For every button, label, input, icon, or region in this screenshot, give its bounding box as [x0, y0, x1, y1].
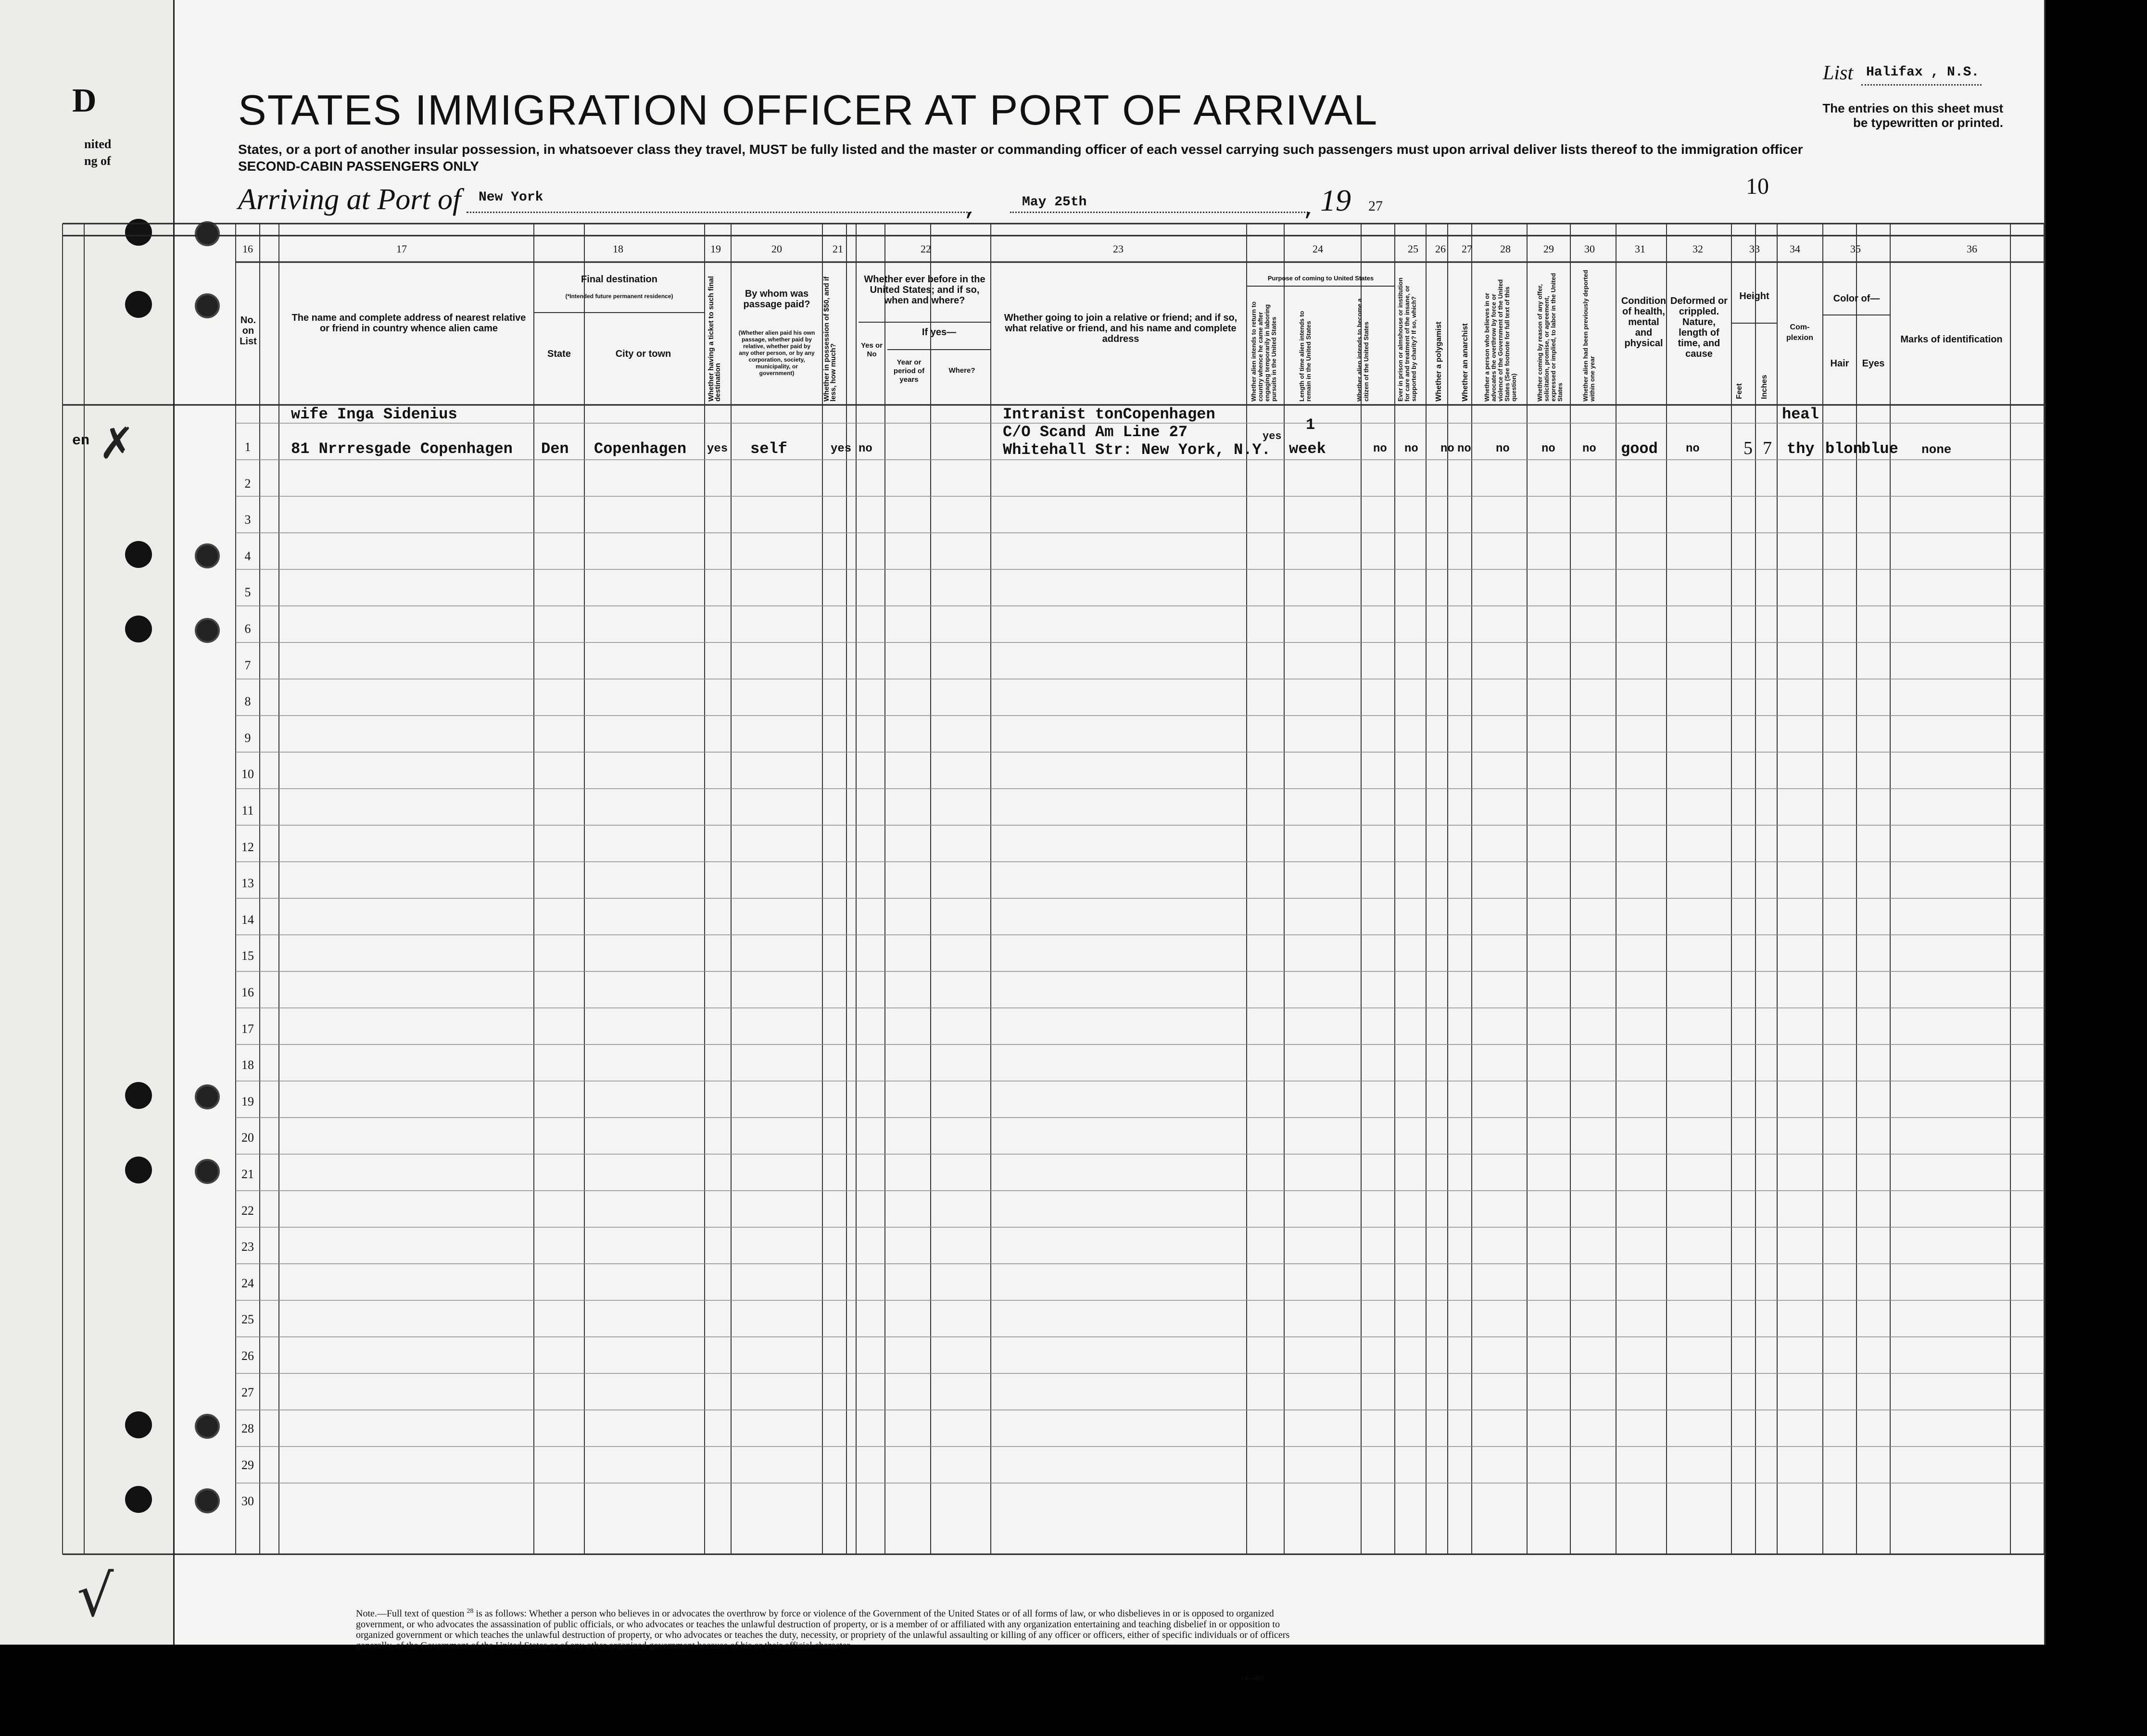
- year-suffix: 27: [1368, 198, 1383, 214]
- hdr-year-period: Year or period of years: [893, 358, 925, 384]
- instruction-class: SECOND-CABIN PASSENGERS ONLY: [238, 159, 479, 174]
- hdr-city: City or town: [615, 349, 671, 359]
- hdr-no-on-list: No. on List: [240, 315, 257, 347]
- col-number: 17: [396, 243, 407, 255]
- row-number: 8: [244, 694, 251, 709]
- hdr-purpose: Purpose of coming to United States: [1267, 275, 1374, 282]
- hdr-ticket: Whether having a ticket to such final destination: [707, 276, 722, 402]
- left-fragment-letter: D: [72, 82, 97, 119]
- hdr-prison: Ever in prison or almshouse or institution for care and treatment of the insane, or supported by charity? If so, which?: [1397, 277, 1417, 402]
- col-number: 28: [1500, 243, 1511, 255]
- list-label: List: [1823, 62, 1854, 84]
- entry-relative-line1: wife Inga Sidenius: [291, 405, 457, 423]
- col-number: 19: [710, 243, 721, 255]
- arriving-label: Arriving at Port of: [238, 183, 461, 216]
- entry-deported: no: [1582, 442, 1596, 455]
- col-number: 25: [1408, 243, 1418, 255]
- row-number: 4: [244, 549, 251, 563]
- hdr-by-whom: By whom was passage paid?: [743, 289, 810, 310]
- row-number: 24: [241, 1276, 254, 1290]
- year-prefix: 19: [1320, 183, 1351, 217]
- col-number: 24: [1313, 243, 1323, 255]
- row-number: 7: [244, 658, 251, 672]
- row-number: 30: [241, 1494, 254, 1509]
- sheet-number: 10: [1746, 174, 1769, 199]
- entry-feet: 5: [1743, 438, 1753, 458]
- col-number: 35: [1850, 243, 1861, 255]
- hdr-where: Where?: [948, 366, 975, 375]
- col-number: 36: [1967, 243, 1977, 255]
- entries-note-2: be typewritten or printed.: [1853, 115, 2003, 130]
- row-number: 9: [244, 730, 251, 745]
- row-number: 13: [241, 876, 254, 891]
- entry-joining-line3: Whitehall Str: New York, N.Y.: [1003, 441, 1271, 459]
- entry-inches: 7: [1763, 438, 1772, 458]
- row-number: 14: [241, 912, 254, 927]
- col-number: 22: [921, 243, 931, 255]
- entry-purpose-a: yes: [1263, 430, 1282, 442]
- row-number: 12: [241, 840, 254, 854]
- entry-length-unit: week: [1289, 440, 1326, 458]
- col-number: 34: [1790, 243, 1800, 255]
- col-number: 30: [1584, 243, 1595, 255]
- footnote-label: Note.—Full text of question: [356, 1608, 465, 1619]
- hdr-polygamist: Whether a polygamist: [1435, 321, 1443, 402]
- row-number: 6: [244, 622, 251, 636]
- hdr-deported: Whether alien had been previously deported within one year: [1582, 270, 1596, 402]
- entry-complexion-2: thy: [1787, 440, 1815, 458]
- entry-offer: no: [1541, 442, 1555, 455]
- entry-eyes: blue: [1861, 440, 1898, 458]
- hdr-relative: The name and complete address of nearest relative or friend in country whence alien came: [291, 313, 526, 334]
- row-number: 20: [241, 1131, 254, 1145]
- col-number: 31: [1635, 243, 1645, 255]
- entry-joining-line2: C/O Scand Am Line 27: [1003, 423, 1188, 441]
- entry-polygamist: no: [1440, 442, 1454, 455]
- hdr-inches: Inches: [1760, 375, 1768, 399]
- date-value: May 25th: [1022, 195, 1087, 210]
- row-number: 1: [244, 440, 251, 454]
- hdr-purpose-b: Length of time alien intends to remain in the United States: [1298, 311, 1312, 402]
- row-number: 5: [244, 585, 251, 600]
- hdr-money: Whether in possession of $50, and if less, how much?: [822, 276, 837, 402]
- footnote-text: is as follows: Whether a person who believes in or advocates the overthrow by force or violence of the Government of the United States or of all forms of law, or who disbelieves in or is opposed to organized government, or who advocates the assassination of public officials, or who advocates or teaches the unlawful destruction of property, or is a member of or affiliated with any organization entertaining and teaching disbelief in or opposition to organized government or which teaches the unlawful destruction of property, or who advocates or teaches the duty, necessity, or propriety of the unlawful assaulting or killing of any officer or officers, either of specific individuals or of officers generally, of the Government of the United States or of any other organized government because of his or their official character.: [356, 1608, 1290, 1651]
- hdr-offer: Whether coming by reason of any offer, solicitation, promise, or agreement, expressed or implied, to labor in the United States: [1536, 273, 1564, 402]
- col-number: 32: [1692, 243, 1703, 255]
- hdr-final-destination: Final destination: [581, 274, 657, 285]
- entry-citizen: no: [1373, 442, 1387, 455]
- entry-condition: good: [1621, 440, 1658, 458]
- comma-separator: ,: [964, 200, 976, 221]
- col-number: 21: [833, 243, 843, 255]
- port-value: New York: [479, 190, 543, 205]
- entry-joining-line1: Intranist tonCopenhagen: [1003, 405, 1215, 423]
- entry-state: Den: [541, 440, 569, 458]
- col-number: 16: [242, 243, 253, 255]
- left-fragment-row-text: en: [72, 433, 90, 449]
- hdr-anarchist: Whether an anarchist: [1461, 323, 1469, 402]
- entry-deformed: no: [1686, 442, 1700, 455]
- hdr-purpose-a: Whether alien intends to return to country whence he came after engaging temporarily in laboring pursuits in the United States: [1250, 301, 1277, 402]
- row-number: 23: [241, 1240, 254, 1254]
- check-mark-icon: √: [77, 1563, 114, 1630]
- hdr-overthrow: Whether a person who believes in or advocates the overthrow by force or violence of the Government of the United States (See footnote for full text of this question): [1483, 279, 1517, 402]
- entry-marks: none: [1921, 442, 1952, 457]
- entry-relative-line2: 81 Nrrresgade Copenhagen: [291, 440, 513, 458]
- entry-paid-by: self: [750, 440, 787, 458]
- hdr-deformed: Deformed or crippled. Nature, length of time, and cause: [1670, 296, 1728, 359]
- row-number: 2: [244, 476, 251, 491]
- row-number: 17: [241, 1021, 254, 1036]
- col-number: 18: [613, 243, 623, 255]
- hdr-by-whom-sub: (Whether alien paid his own passage, whether paid by relative, whether paid by any other person, or by any corporation, society, municipality, or government): [738, 329, 815, 377]
- col-number: 27: [1462, 243, 1472, 255]
- row-number: 18: [241, 1058, 254, 1072]
- entry-overthrow: no: [1496, 442, 1510, 455]
- hdr-height: Height: [1739, 291, 1769, 302]
- hdr-ever-before: Whether ever before in the United States; and if so, when and where?: [864, 274, 985, 306]
- row-number: 11: [241, 804, 254, 818]
- col-number: 20: [771, 243, 782, 255]
- hdr-yes-no: Yes or No: [860, 341, 883, 358]
- hdr-eyes: Eyes: [1862, 358, 1885, 369]
- hdr-if-yes: If yes—: [922, 327, 957, 338]
- row-number: 22: [241, 1203, 254, 1218]
- row-number: 10: [241, 767, 254, 781]
- hdr-condition: Condition of health, mental and physical: [1621, 296, 1667, 349]
- hdr-state: State: [547, 349, 571, 359]
- row-number: 15: [241, 949, 254, 963]
- row-number: 28: [241, 1422, 254, 1436]
- col-number: 29: [1543, 243, 1554, 255]
- instruction-line: States, or a port of another insular possession, in whatsoever class they travel, MUST be fully listed and the master or commanding officer of each vessel carrying such passengers must upon arrival deliver lists thereof to the immigration officer: [238, 142, 1803, 157]
- left-fragment-line1: nited: [84, 137, 112, 151]
- entry-ever-before: no: [859, 442, 872, 455]
- col-number: 23: [1113, 243, 1124, 255]
- row-number: 16: [241, 985, 254, 999]
- footnote: [356, 1606, 1318, 1651]
- entry-ticket: yes: [707, 442, 728, 455]
- form-code: 14—481: [1241, 1675, 1264, 1682]
- hdr-marks: Marks of identification: [1900, 334, 2003, 345]
- hdr-color-of: Color of—: [1833, 293, 1880, 304]
- entry-city: Copenhagen: [594, 440, 687, 458]
- cross-mark-icon: ✗: [99, 418, 135, 469]
- comma-separator: ,: [1303, 200, 1315, 221]
- col-number: 33: [1749, 243, 1760, 255]
- footnote-question-number: 28: [467, 1608, 474, 1615]
- row-number: 27: [241, 1385, 254, 1399]
- row-number: 3: [244, 513, 251, 527]
- hdr-final-destination-sub: (*Intended future permanent residence): [565, 293, 673, 300]
- col-number: 26: [1435, 243, 1446, 255]
- hdr-joining: Whether going to join a relative or friend; and if so, what relative or friend, and his name and complete address: [1004, 313, 1238, 344]
- entry-hair: blon: [1825, 440, 1862, 458]
- list-value: Halifax , N.S.: [1866, 65, 1980, 80]
- row-number: 19: [241, 1094, 254, 1108]
- entry-complexion-1: heal: [1782, 405, 1819, 423]
- entries-note-1: The entries on this sheet must: [1822, 101, 2003, 115]
- row-number: 29: [241, 1458, 254, 1472]
- entry-prison: no: [1404, 442, 1418, 455]
- entry-money: yes: [831, 442, 852, 455]
- hdr-purpose-c: Whether alien intends to become a citizen of the United States: [1356, 298, 1370, 402]
- row-number: 26: [241, 1349, 254, 1363]
- row-number: 25: [241, 1312, 254, 1327]
- entry-anarchist: no: [1457, 442, 1471, 455]
- hdr-feet: Feet: [1735, 383, 1743, 399]
- hdr-hair: Hair: [1830, 358, 1849, 369]
- left-fragment-line2: ng of: [84, 154, 111, 168]
- page-title: STATES IMMIGRATION OFFICER AT PORT OF ARRIVAL: [238, 86, 1378, 134]
- hdr-complexion: Com-plexion: [1786, 323, 1813, 342]
- row-number: 21: [241, 1167, 254, 1181]
- entry-length-num: 1: [1306, 416, 1315, 434]
